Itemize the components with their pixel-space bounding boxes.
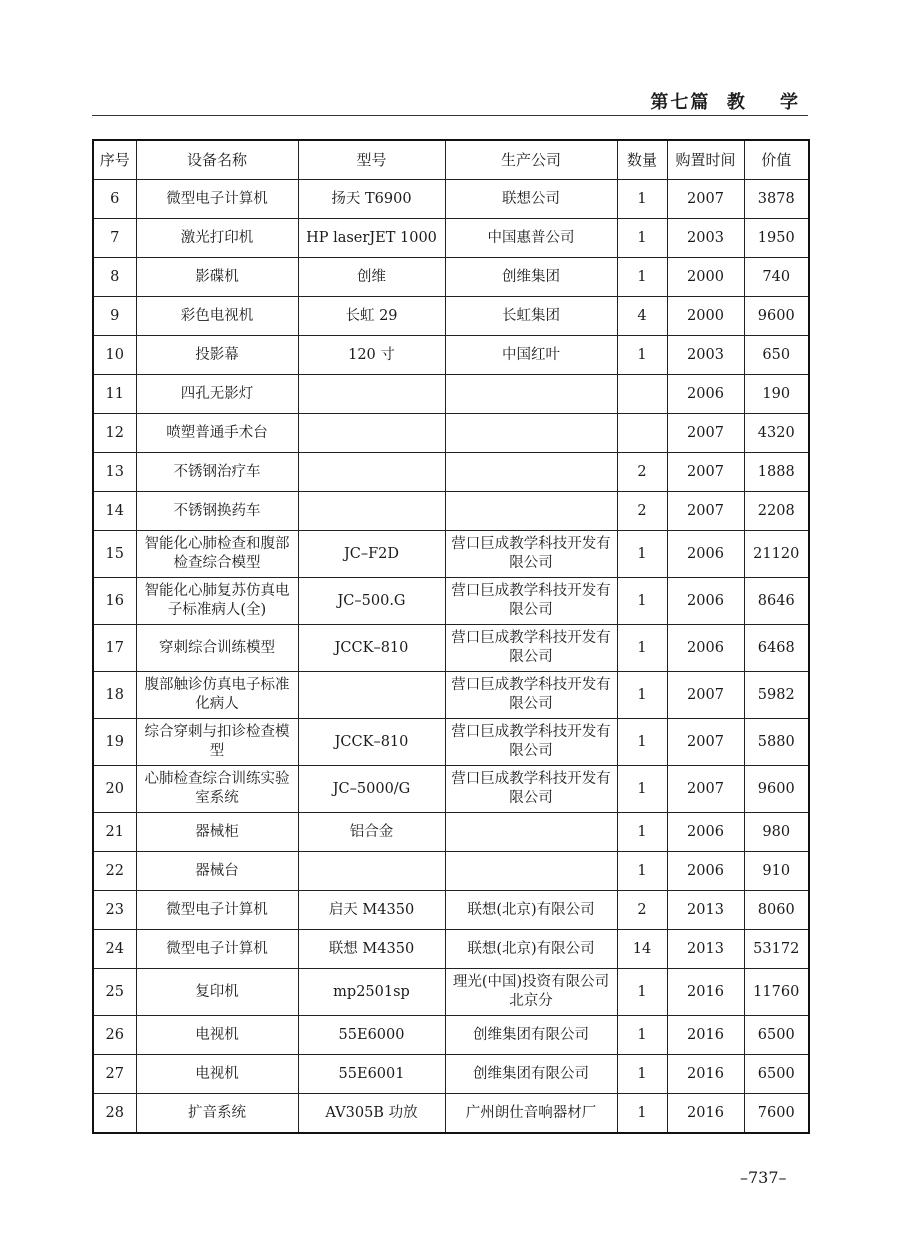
cell-serial-number: 18 [93, 672, 136, 719]
cell-serial-number: 14 [93, 492, 136, 531]
cell-device-name: 智能化心肺复苏仿真电子标准病人(全) [136, 578, 298, 625]
cell-device-name: 微型电子计算机 [136, 930, 298, 969]
cell-device-name: 激光打印机 [136, 219, 298, 258]
cell-serial-number: 12 [93, 414, 136, 453]
cell-value: 6468 [744, 625, 809, 672]
cell-serial-number: 11 [93, 375, 136, 414]
column-header: 生产公司 [445, 140, 617, 180]
table-row [93, 578, 809, 625]
table-row [93, 180, 809, 219]
cell-serial-number: 8 [93, 258, 136, 297]
cell-serial-number: 9 [93, 297, 136, 336]
table-row [93, 492, 809, 531]
cell-serial-number: 23 [93, 891, 136, 930]
cell-manufacturer [445, 414, 617, 453]
cell-device-name: 彩色电视机 [136, 297, 298, 336]
cell-manufacturer: 理光(中国)投资有限公司北京分 [445, 969, 617, 1016]
cell-purchase-year: 2006 [667, 813, 744, 852]
cell-manufacturer: 长虹集团 [445, 297, 617, 336]
cell-device-name: 影碟机 [136, 258, 298, 297]
cell-serial-number: 10 [93, 336, 136, 375]
cell-device-name: 腹部触诊仿真电子标准化病人 [136, 672, 298, 719]
section-title: 第七篇 教 学 [650, 92, 800, 113]
cell-value: 1888 [744, 453, 809, 492]
cell-purchase-year: 2006 [667, 625, 744, 672]
cell-quantity: 1 [617, 766, 667, 813]
cell-device-name: 器械台 [136, 852, 298, 891]
cell-value: 9600 [744, 297, 809, 336]
cell-quantity [617, 375, 667, 414]
cell-serial-number: 25 [93, 969, 136, 1016]
cell-serial-number: 27 [93, 1055, 136, 1094]
cell-quantity: 1 [617, 1094, 667, 1134]
cell-manufacturer: 创维集团 [445, 258, 617, 297]
cell-purchase-year: 2007 [667, 766, 744, 813]
cell-manufacturer: 营口巨成教学科技开发有限公司 [445, 766, 617, 813]
cell-serial-number: 15 [93, 531, 136, 578]
cell-manufacturer: 联想(北京)有限公司 [445, 891, 617, 930]
table-row [93, 625, 809, 672]
cell-purchase-year: 2007 [667, 672, 744, 719]
table-row [93, 672, 809, 719]
cell-manufacturer [445, 492, 617, 531]
cell-purchase-year: 2016 [667, 969, 744, 1016]
cell-device-name: 电视机 [136, 1055, 298, 1094]
table-row [93, 1094, 809, 1134]
cell-quantity: 1 [617, 180, 667, 219]
equipment-table [92, 139, 810, 1134]
cell-purchase-year: 2007 [667, 414, 744, 453]
cell-device-name: 微型电子计算机 [136, 180, 298, 219]
cell-model [298, 492, 445, 531]
table-header-row [93, 140, 809, 180]
cell-model [298, 672, 445, 719]
table-row [93, 813, 809, 852]
cell-quantity: 2 [617, 492, 667, 531]
cell-manufacturer: 创维集团有限公司 [445, 1016, 617, 1055]
cell-quantity: 14 [617, 930, 667, 969]
cell-device-name: 器械柜 [136, 813, 298, 852]
cell-value: 740 [744, 258, 809, 297]
table-row [93, 1016, 809, 1055]
cell-serial-number: 7 [93, 219, 136, 258]
cell-value: 7600 [744, 1094, 809, 1134]
running-header [92, 84, 808, 116]
column-header: 价值 [744, 140, 809, 180]
cell-purchase-year: 2007 [667, 453, 744, 492]
cell-quantity [617, 414, 667, 453]
column-header: 数量 [617, 140, 667, 180]
cell-value: 4320 [744, 414, 809, 453]
cell-quantity: 1 [617, 336, 667, 375]
cell-quantity: 1 [617, 719, 667, 766]
cell-quantity: 1 [617, 852, 667, 891]
cell-value: 11760 [744, 969, 809, 1016]
cell-manufacturer: 创维集团有限公司 [445, 1055, 617, 1094]
cell-device-name: 不锈钢换药车 [136, 492, 298, 531]
cell-serial-number: 26 [93, 1016, 136, 1055]
page-number: –737– [740, 1168, 787, 1187]
cell-model: 铝合金 [298, 813, 445, 852]
cell-manufacturer: 营口巨成教学科技开发有限公司 [445, 625, 617, 672]
cell-model: 启天 M4350 [298, 891, 445, 930]
column-header: 型号 [298, 140, 445, 180]
cell-device-name: 投影幕 [136, 336, 298, 375]
cell-model [298, 852, 445, 891]
table-row [93, 414, 809, 453]
cell-value: 5880 [744, 719, 809, 766]
cell-serial-number: 28 [93, 1094, 136, 1134]
cell-value: 2208 [744, 492, 809, 531]
cell-value: 3878 [744, 180, 809, 219]
cell-manufacturer: 营口巨成教学科技开发有限公司 [445, 578, 617, 625]
cell-model: 联想 M4350 [298, 930, 445, 969]
cell-quantity: 2 [617, 453, 667, 492]
cell-model [298, 375, 445, 414]
table-row [93, 930, 809, 969]
cell-model: 创维 [298, 258, 445, 297]
table-body [93, 180, 809, 1134]
cell-device-name: 微型电子计算机 [136, 891, 298, 930]
cell-quantity: 1 [617, 578, 667, 625]
cell-purchase-year: 2006 [667, 375, 744, 414]
cell-manufacturer: 营口巨成教学科技开发有限公司 [445, 719, 617, 766]
cell-model: 扬天 T6900 [298, 180, 445, 219]
cell-device-name: 喷塑普通手术台 [136, 414, 298, 453]
cell-model [298, 414, 445, 453]
cell-model: HP laserJET 1000 [298, 219, 445, 258]
cell-purchase-year: 2016 [667, 1094, 744, 1134]
cell-manufacturer: 营口巨成教学科技开发有限公司 [445, 531, 617, 578]
cell-quantity: 1 [617, 531, 667, 578]
table-row [93, 219, 809, 258]
cell-value: 9600 [744, 766, 809, 813]
cell-purchase-year: 2007 [667, 719, 744, 766]
cell-quantity: 1 [617, 258, 667, 297]
cell-quantity: 1 [617, 1016, 667, 1055]
cell-model: JC–500.G [298, 578, 445, 625]
cell-serial-number: 13 [93, 453, 136, 492]
table-row [93, 852, 809, 891]
column-header: 设备名称 [136, 140, 298, 180]
cell-model: mp2501sp [298, 969, 445, 1016]
table-row [93, 531, 809, 578]
cell-model: 55E6000 [298, 1016, 445, 1055]
table-row [93, 969, 809, 1016]
cell-serial-number: 20 [93, 766, 136, 813]
cell-manufacturer [445, 813, 617, 852]
cell-device-name: 智能化心肺检查和腹部检查综合模型 [136, 531, 298, 578]
table-row [93, 1055, 809, 1094]
cell-value: 190 [744, 375, 809, 414]
table-row [93, 766, 809, 813]
cell-purchase-year: 2003 [667, 219, 744, 258]
cell-model: JCCK–810 [298, 625, 445, 672]
cell-serial-number: 19 [93, 719, 136, 766]
cell-quantity: 1 [617, 969, 667, 1016]
table-row [93, 258, 809, 297]
table-row [93, 336, 809, 375]
cell-purchase-year: 2006 [667, 578, 744, 625]
cell-model: 120 寸 [298, 336, 445, 375]
column-header: 序号 [93, 140, 136, 180]
cell-quantity: 2 [617, 891, 667, 930]
table-row [93, 453, 809, 492]
cell-quantity: 1 [617, 813, 667, 852]
cell-value: 910 [744, 852, 809, 891]
cell-model: JCCK–810 [298, 719, 445, 766]
cell-model [298, 453, 445, 492]
cell-model: JC–5000/G [298, 766, 445, 813]
cell-value: 5982 [744, 672, 809, 719]
cell-purchase-year: 2006 [667, 852, 744, 891]
cell-manufacturer: 联想(北京)有限公司 [445, 930, 617, 969]
cell-purchase-year: 2006 [667, 531, 744, 578]
cell-value: 980 [744, 813, 809, 852]
cell-manufacturer: 联想公司 [445, 180, 617, 219]
cell-device-name: 四孔无影灯 [136, 375, 298, 414]
cell-quantity: 1 [617, 672, 667, 719]
cell-purchase-year: 2013 [667, 930, 744, 969]
cell-value: 53172 [744, 930, 809, 969]
column-header: 购置时间 [667, 140, 744, 180]
cell-device-name: 综合穿刺与扣诊检查模型 [136, 719, 298, 766]
cell-model: JC–F2D [298, 531, 445, 578]
cell-value: 6500 [744, 1016, 809, 1055]
table-row [93, 375, 809, 414]
cell-purchase-year: 2007 [667, 180, 744, 219]
cell-device-name: 心肺检查综合训练实验室系统 [136, 766, 298, 813]
cell-model: 55E6001 [298, 1055, 445, 1094]
cell-quantity: 1 [617, 219, 667, 258]
cell-serial-number: 16 [93, 578, 136, 625]
cell-purchase-year: 2000 [667, 297, 744, 336]
cell-quantity: 1 [617, 625, 667, 672]
cell-manufacturer: 中国红叶 [445, 336, 617, 375]
cell-value: 21120 [744, 531, 809, 578]
cell-serial-number: 6 [93, 180, 136, 219]
cell-value: 8060 [744, 891, 809, 930]
cell-value: 650 [744, 336, 809, 375]
cell-manufacturer: 中国惠普公司 [445, 219, 617, 258]
cell-purchase-year: 2016 [667, 1016, 744, 1055]
cell-serial-number: 24 [93, 930, 136, 969]
cell-serial-number: 21 [93, 813, 136, 852]
cell-manufacturer [445, 375, 617, 414]
cell-value: 1950 [744, 219, 809, 258]
cell-manufacturer: 广州朗仕音响器材厂 [445, 1094, 617, 1134]
cell-purchase-year: 2007 [667, 492, 744, 531]
cell-model: 长虹 29 [298, 297, 445, 336]
cell-serial-number: 22 [93, 852, 136, 891]
cell-serial-number: 17 [93, 625, 136, 672]
cell-device-name: 扩音系统 [136, 1094, 298, 1134]
cell-quantity: 4 [617, 297, 667, 336]
cell-device-name: 复印机 [136, 969, 298, 1016]
cell-device-name: 电视机 [136, 1016, 298, 1055]
cell-manufacturer [445, 453, 617, 492]
cell-model: AV305B 功放 [298, 1094, 445, 1134]
cell-device-name: 不锈钢治疗车 [136, 453, 298, 492]
cell-purchase-year: 2000 [667, 258, 744, 297]
table-row [93, 891, 809, 930]
cell-quantity: 1 [617, 1055, 667, 1094]
cell-device-name: 穿刺综合训练模型 [136, 625, 298, 672]
cell-purchase-year: 2016 [667, 1055, 744, 1094]
table-row [93, 719, 809, 766]
cell-value: 6500 [744, 1055, 809, 1094]
cell-manufacturer [445, 852, 617, 891]
table-row [93, 297, 809, 336]
cell-purchase-year: 2013 [667, 891, 744, 930]
cell-manufacturer: 营口巨成教学科技开发有限公司 [445, 672, 617, 719]
cell-value: 8646 [744, 578, 809, 625]
cell-purchase-year: 2003 [667, 336, 744, 375]
